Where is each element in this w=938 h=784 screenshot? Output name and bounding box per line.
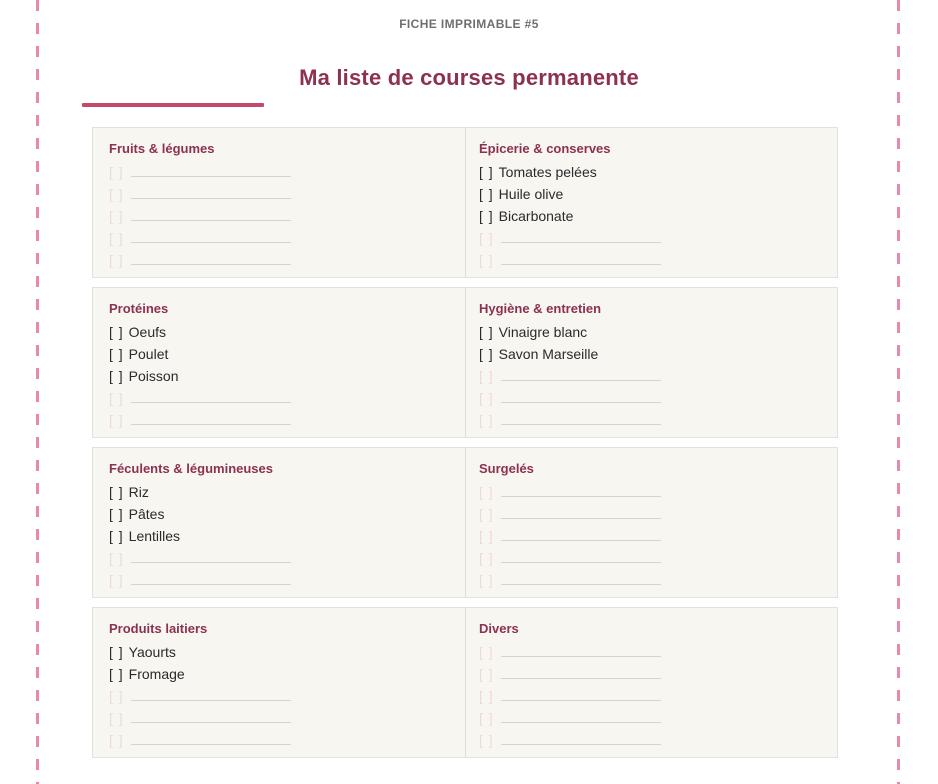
category-column [465,608,837,757]
write-in-line [131,410,291,425]
category-column [93,288,465,437]
write-in-line [501,482,661,497]
write-in-line [501,366,661,381]
checkbox-icon: [ ] [479,346,494,362]
title-underline [82,103,264,107]
checkbox-icon: [ ] [479,688,494,704]
item-label: Huile olive [498,186,564,202]
blank-list-item [109,183,451,205]
checkbox-icon: [ ] [479,732,494,748]
checkbox-icon: [ ] [479,252,494,268]
category-title: Produits laitiers [109,621,208,636]
blank-list-item [479,569,823,591]
category-column [93,608,465,757]
checkbox-icon: [ ] [109,230,124,246]
category-card [92,127,838,278]
category-column [93,448,465,597]
blank-list-item [479,525,823,547]
list-item [479,321,823,343]
write-in-line [501,664,661,679]
checkbox-icon: [ ] [109,644,124,660]
blank-list-item [479,249,823,271]
checkbox-icon: [ ] [109,528,124,544]
sheet-kicker: FICHE IMPRIMABLE #5 [399,17,539,31]
write-in-line [501,730,661,745]
write-in-line [501,548,661,563]
category-title: Fruits & légumes [109,141,215,156]
checkbox-icon: [ ] [109,412,124,428]
checkbox-icon: [ ] [479,644,494,660]
category-title: Surgelés [479,461,534,476]
blank-list-item [479,227,823,249]
blank-list-item [479,481,823,503]
list-item [109,321,451,343]
item-label: Fromage [128,666,185,682]
write-in-line [501,410,661,425]
checkbox-icon: [ ] [479,368,494,384]
item-label: Lentilles [128,528,181,544]
list-item [479,161,823,183]
write-in-line [501,570,661,585]
checkbox-icon: [ ] [479,550,494,566]
write-in-line [131,548,291,563]
page-title: Ma liste de courses permanente [299,65,639,90]
checkbox-icon: [ ] [109,484,124,500]
list-item [109,663,451,685]
write-in-line [501,642,661,657]
checkbox-icon: [ ] [479,164,494,180]
checkbox-icon: [ ] [109,572,124,588]
checkbox-icon: [ ] [109,506,124,522]
write-in-line [501,708,661,723]
category-title: Divers [479,621,519,636]
blank-list-item [109,569,451,591]
category-title: Épicerie & conserves [479,141,611,156]
item-label: Yaourts [128,644,176,660]
checkbox-icon: [ ] [479,208,494,224]
write-in-line [501,504,661,519]
write-in-line [501,388,661,403]
checkbox-icon: [ ] [479,186,494,202]
blank-list-item [479,707,823,729]
blank-list-item [479,503,823,525]
checkbox-icon: [ ] [479,506,494,522]
checkbox-icon: [ ] [479,666,494,682]
blank-list-item [479,685,823,707]
category-card [92,447,838,598]
category-title: Hygiène & entretien [479,301,602,316]
checkbox-icon: [ ] [479,230,494,246]
write-in-line [131,686,291,701]
list-item [479,183,823,205]
checkbox-icon: [ ] [109,368,124,384]
list-item [479,343,823,365]
write-in-line [131,228,291,243]
checkbox-icon: [ ] [109,186,124,202]
blank-list-item [109,227,451,249]
item-label: Vinaigre blanc [498,324,588,340]
checkbox-icon: [ ] [109,208,124,224]
blank-list-item [109,249,451,271]
checkbox-icon: [ ] [109,252,124,268]
checkbox-icon: [ ] [109,390,124,406]
list-item [109,343,451,365]
checkbox-icon: [ ] [109,666,124,682]
list-item [109,481,451,503]
write-in-line [501,250,661,265]
category-title: Protéines [109,301,169,316]
write-in-line [131,708,291,723]
list-item [109,641,451,663]
blank-list-item [109,161,451,183]
category-card [92,287,838,438]
write-in-line [131,730,291,745]
write-in-line [131,388,291,403]
blank-list-item [109,205,451,227]
checkbox-icon: [ ] [479,324,494,340]
category-column [465,128,837,277]
blank-list-item [479,663,823,685]
write-in-line [131,570,291,585]
item-label: Tomates pelées [498,164,597,180]
write-in-line [501,228,661,243]
write-in-line [131,250,291,265]
checkbox-icon: [ ] [109,346,124,362]
list-item [109,365,451,387]
blank-list-item [109,547,451,569]
blank-list-item [109,387,451,409]
blank-list-item [479,641,823,663]
list-item [109,525,451,547]
item-label: Riz [128,484,149,500]
blank-list-item [479,387,823,409]
list-item [109,503,451,525]
write-in-line [131,162,291,177]
checkbox-icon: [ ] [479,572,494,588]
blank-list-item [479,547,823,569]
item-label: Bicarbonate [498,208,574,224]
category-column [93,128,465,277]
blank-list-item [479,365,823,387]
write-in-line [131,206,291,221]
blank-list-item [109,685,451,707]
cut-line-left [36,0,39,784]
category-grid [92,127,838,767]
checkbox-icon: [ ] [109,164,124,180]
checkbox-icon: [ ] [109,550,124,566]
category-card [92,607,838,758]
item-label: Poisson [128,368,179,384]
category-column [465,288,837,437]
checkbox-icon: [ ] [479,390,494,406]
category-column [465,448,837,597]
blank-list-item [109,409,451,431]
checkbox-icon: [ ] [109,688,124,704]
blank-list-item [109,707,451,729]
blank-list-item [479,729,823,751]
list-item [479,205,823,227]
write-in-line [131,184,291,199]
checkbox-icon: [ ] [109,732,124,748]
checkbox-icon: [ ] [479,412,494,428]
item-label: Oeufs [128,324,167,340]
checkbox-icon: [ ] [479,528,494,544]
checkbox-icon: [ ] [109,324,124,340]
category-title: Féculents & légumineuses [109,461,273,476]
write-in-line [501,686,661,701]
item-label: Savon Marseille [498,346,599,362]
item-label: Pâtes [128,506,165,522]
write-in-line [501,526,661,541]
item-label: Poulet [128,346,169,362]
checkbox-icon: [ ] [479,484,494,500]
blank-list-item [479,409,823,431]
cut-line-right [897,0,900,784]
checkbox-icon: [ ] [479,710,494,726]
checkbox-icon: [ ] [109,710,124,726]
blank-list-item [109,729,451,751]
